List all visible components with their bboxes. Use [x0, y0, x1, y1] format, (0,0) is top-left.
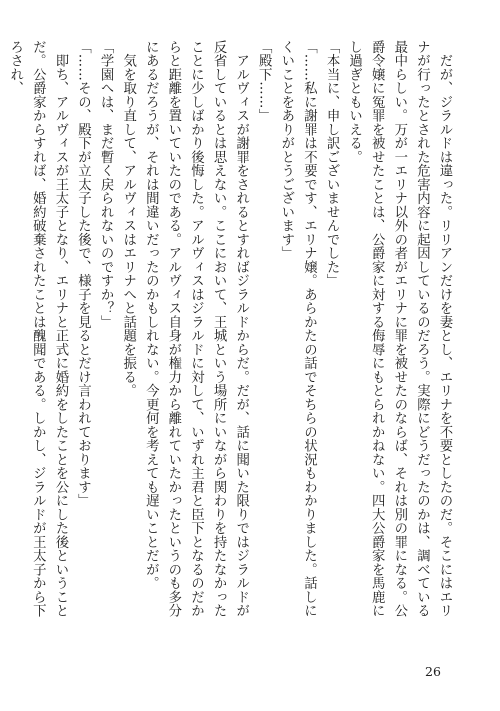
- body-text: [7, 40, 455, 624]
- dialogue-line: 「……その、殿下が立太子した後で、様子を見るとだけ言われております」: [75, 40, 91, 508]
- dialogue-line: 「……私に謝罪は不要です、エリナ嬢。あらかたの話でそちらの状況もわかりました。話しにくいことをありがとうございます」: [278, 40, 317, 618]
- dialogue-line: 「学園へは、まだ暫く戻られないのですか？」: [98, 40, 114, 329]
- paragraph: アルヴィスが謝罪をされるとすればジラルドからだ。だが、話に聞いた限りではジラルドが反省しているとは思えない。ここにおいて、王城という場所にいながら関わりを持たなかったことに少しばかり後悔した。アルヴィスはジラルドに対して、いずれ主君と臣下となるのだからと距離を置いていたのである。アルヴィス自身が権力から離れていたかったというのも多分にあるだろうが、それは間違いだったのかもしれない。今更何を考えても遅いことだが。: [143, 40, 249, 618]
- paragraph: だが、ジラルドは違った。リリアンだけを妻とし、エリナを不要としたのだ。そこにはエリナが行ったとされた危害内容に起因しているのだろう。実際にどうだったのかは、調べている最中らしい。万が一エリナ以外の者がエリナに罪を被せたのならば、それは別の罪になる。公爵令嬢に冤罪を被せたことは、公爵家に対する侮辱にもとられかねない。四大公爵家を馬鹿にし過ぎともいえる。: [346, 40, 452, 618]
- paragraph: 気を取り直して、アルヴィスはエリナへと話題を振る。: [120, 40, 136, 398]
- paragraph: 即ち、アルヴィスが王太子となり、エリナと正式に婚約をしたことを公にした後ということだ。公爵家からすれば、婚約破棄されたことは醜聞である。しかし、ジラルドが王太子から下ろされ、: [7, 40, 68, 618]
- dialogue-line: 「本当に、申し訳ございませんでした」: [324, 40, 340, 288]
- page-number: 26: [425, 664, 441, 679]
- dialogue-line: 「殿下……」: [256, 40, 272, 123]
